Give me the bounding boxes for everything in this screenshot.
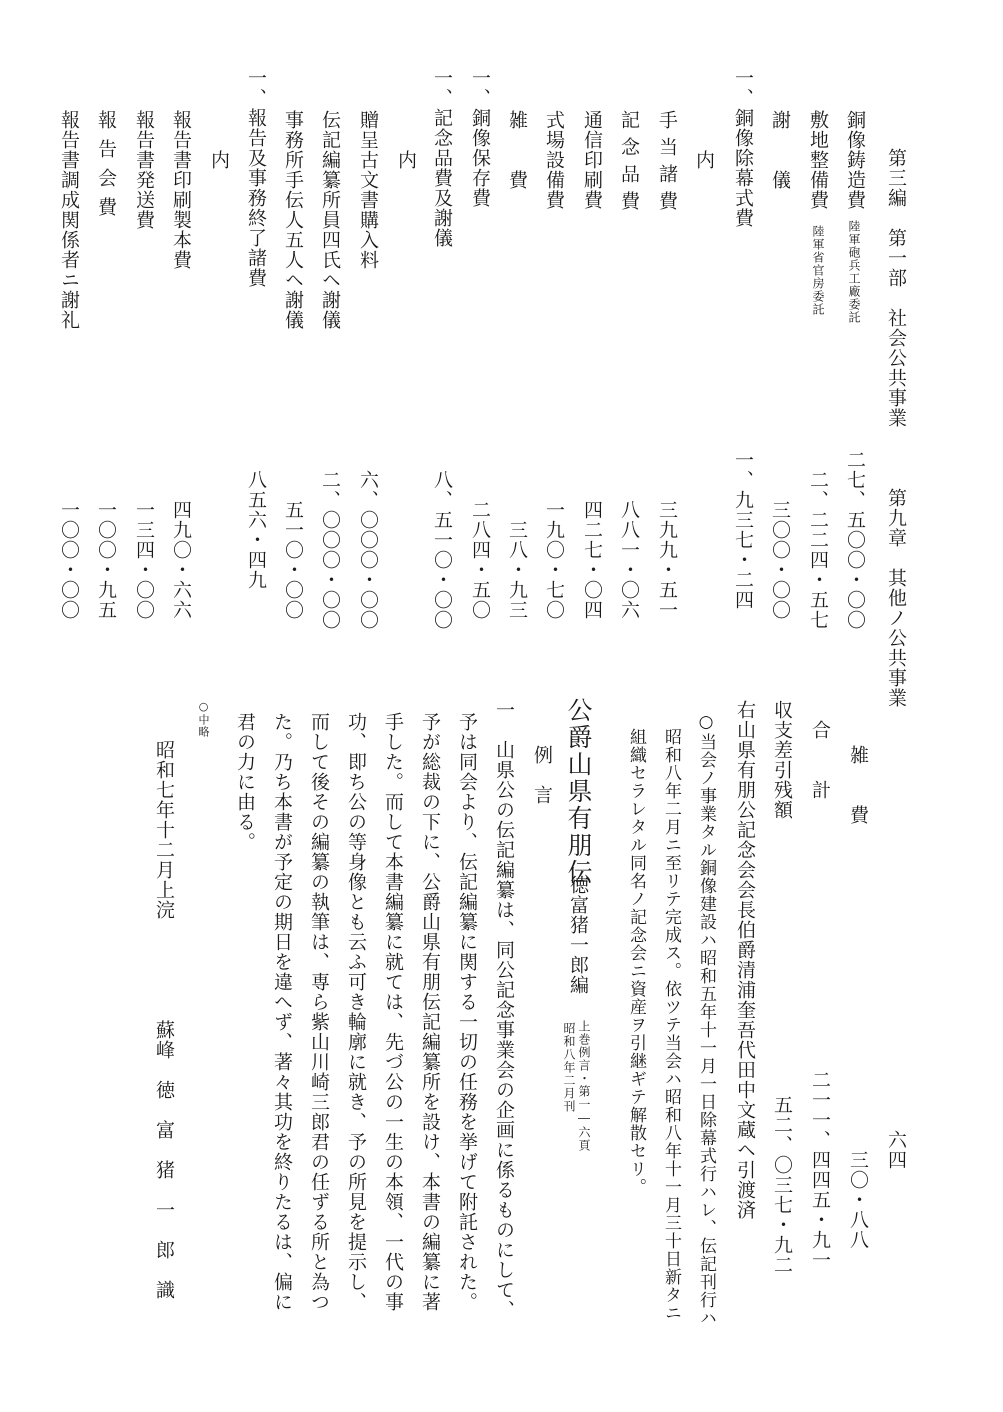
expense-label: 一、銅像除幕式費: [732, 68, 754, 228]
preface-line: 予は同会より、伝記編纂に関する一切の任務を挙げて附託された。: [456, 712, 478, 1312]
preface-line: 予が総裁の下に、公爵山県有朋伝記編纂所を設け、本書の編纂に著: [419, 712, 441, 1312]
expense-label: 事務所手伝人五人ヘ謝儀: [282, 110, 304, 330]
expense-amount: 三八・九三: [506, 520, 528, 620]
expense-amount: 一九〇・七〇: [543, 500, 565, 620]
expense-label: 内: [208, 150, 230, 170]
expense-label: 銅像鋳造費: [844, 110, 866, 210]
expense-amount: 六、〇〇〇・〇〇: [357, 470, 379, 630]
preface-line: 君の力に由る。: [234, 712, 256, 852]
misc-amount: 三〇・八八: [847, 1150, 869, 1250]
expense-label: 一、記念品費及謝儀: [431, 68, 453, 248]
expense-label: 報告書発送費: [133, 110, 155, 230]
preface-signature: 蘇峰 徳 富 猪 一 郎 識: [153, 1020, 175, 1300]
preface-line: た。乃ち本書が予定の期日を違へず、著々其功を終りたるは、偏に: [271, 712, 293, 1312]
expense-label: 式場設備費: [543, 110, 565, 210]
book-source: 昭和八年二月刊: [562, 1022, 576, 1113]
preface-line: 而して後その編纂の執筆は、専ら紫山川崎三郎君の任ずる所と為つ: [308, 712, 330, 1312]
preface-date: 昭和七年十二月上浣: [153, 740, 175, 920]
page-number: 六四: [885, 1130, 907, 1170]
misc-label: 雑 費: [847, 745, 869, 825]
book-editor: 徳富猪一郎編: [567, 875, 589, 995]
balance-label: 収支差引残額: [771, 700, 793, 820]
expense-label: 雑 費: [506, 110, 528, 190]
expense-amount: 一、九三七・二四: [732, 450, 754, 610]
expense-amount: 三九九・五一: [656, 500, 678, 620]
transfer-statement: 右山県有朋公記念会会長伯爵清浦奎吾代田中文蔵ヘ引渡済: [734, 700, 756, 1220]
expense-amount: 二、二二四・五七: [807, 470, 829, 630]
expense-amount: 二七、五〇〇・〇〇: [844, 450, 866, 630]
expense-amount: 一〇〇・〇〇: [58, 500, 80, 620]
expense-amount: 一〇〇・九五: [95, 500, 117, 620]
expense-label: 贈呈古文書購入料: [357, 110, 379, 270]
section-heading: 例 言: [531, 745, 553, 805]
expense-amount: 八、五一〇・〇〇: [431, 470, 453, 630]
balance-amount: 五二、〇三七・九二: [771, 1095, 793, 1275]
omission-mark: ○中略: [197, 700, 210, 738]
book-source: 上巻例言・第一―六頁: [577, 1020, 591, 1152]
expense-amount: 二八四・五〇: [469, 500, 491, 620]
expense-label: 報告会費: [95, 110, 117, 226]
expense-label: 記念品費: [618, 110, 640, 218]
expense-label: 報告書印刷製本費: [170, 110, 192, 270]
expense-amount: 四二七・〇四: [581, 500, 603, 620]
expense-label: 内: [395, 150, 417, 170]
expense-note: 陸軍省官房委託: [811, 225, 825, 316]
total-label: 合 計: [809, 720, 831, 800]
expense-label: 一、銅像保存費: [469, 68, 491, 208]
expense-note: 陸軍砲兵工廠委託: [847, 220, 861, 324]
preface-line: 手した。而して本書編纂に就ては、先づ公の一生の本領、一代の事: [382, 712, 404, 1312]
expense-amount: 三〇〇・〇〇: [769, 500, 791, 620]
preface-line: 功、即ち公の等身像とも云ふ可き輪廓に就き、予の所見を提示し、: [345, 712, 367, 1312]
expense-label: 伝記編纂所員四氏ヘ謝儀: [319, 110, 341, 330]
closing-note: ○当会ノ事業タル銅像建設ハ昭和五年十一月一日除幕式行ハレ、伝記刊行ハ: [696, 712, 716, 1327]
expense-amount: 二、〇〇〇・〇〇: [319, 470, 341, 630]
expense-amount: 八五六・四九: [245, 470, 267, 590]
closing-note: 昭和八年二月ニ至リテ完成ス。依ツテ当会ハ昭和八年十一月三十日新タニ: [661, 728, 681, 1322]
expense-label: 一、報告及事務終了諸費: [245, 68, 267, 288]
expense-amount: 四九〇・六六: [170, 500, 192, 620]
book-title: 公爵山県有朋伝: [564, 697, 593, 886]
expense-label: 手当諸費: [656, 110, 678, 218]
expense-amount: 一三四・〇〇: [133, 500, 155, 620]
expense-label: 内: [693, 150, 715, 170]
expense-label: 謝 儀: [769, 110, 791, 190]
expense-amount: 八八一・〇六: [618, 500, 640, 620]
expense-label: 報告書調成関係者ニ謝礼: [58, 110, 80, 330]
expense-label: 敷地整備費: [807, 110, 829, 210]
closing-note: 組織セラレタル同名ノ記念会ニ資産ヲ引継ギテ解散セリ。: [626, 728, 646, 1196]
expense-amount: 五一〇・〇〇: [282, 500, 304, 620]
total-amount: 二一一、四四五・九一: [809, 1070, 831, 1270]
running-header: 第三編 第一部 社会公共事業 第九章 其他ノ公共事業: [885, 148, 907, 708]
expense-label: 通信印刷費: [581, 110, 603, 210]
preface-line: 一 山県公の伝記編纂は、同公記念事業会の企画に係るものにして、: [493, 700, 515, 1320]
